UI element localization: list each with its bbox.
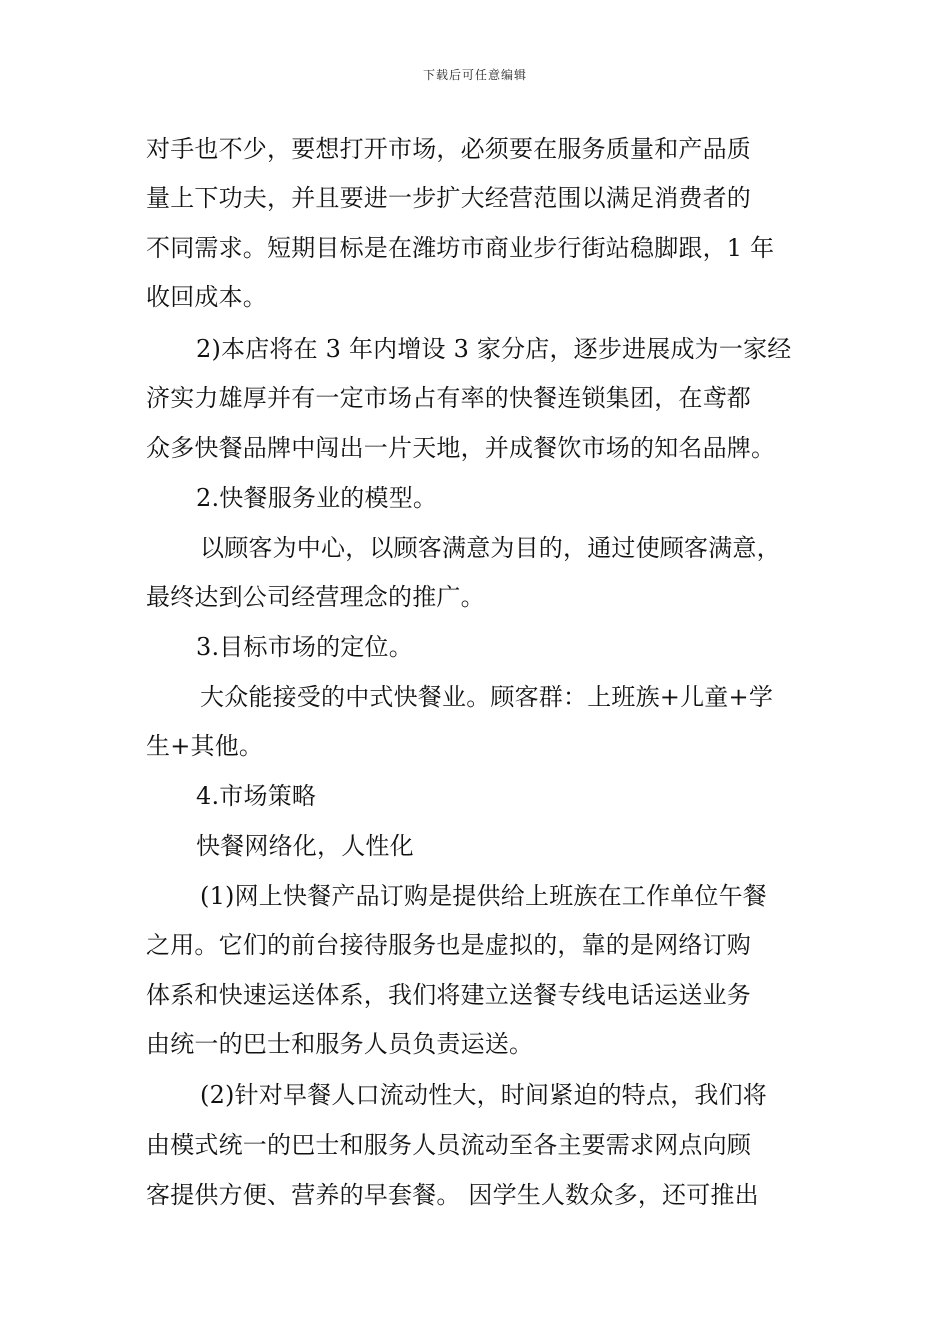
text-line: (2)针对早餐人口流动性大，时间紧迫的特点，我们将 xyxy=(200,1081,767,1109)
text-line: 由模式统一的巴士和服务人员流动至各主要需求网点向顾 xyxy=(146,1131,751,1159)
text-line: 济实力雄厚并有一定市场占有率的快餐连锁集团，在鸢都 xyxy=(146,384,751,412)
section-heading: 2.快餐服务业的模型。 xyxy=(196,484,438,512)
text-line: 之用。它们的前台接待服务也是虚拟的，靠的是网络订购 xyxy=(146,931,751,959)
section-heading: 4.市场策略 xyxy=(196,782,317,810)
header-note: 下载后可任意编辑 xyxy=(422,68,527,82)
text-line: 不同需求。短期目标是在潍坊市商业步行街站稳脚跟，1 年 xyxy=(146,234,775,262)
text-line: (1)网上快餐产品订购是提供给上班族在工作单位午餐 xyxy=(200,882,767,910)
text-line: 快餐网络化，人性化 xyxy=(196,832,414,860)
section-heading: 3.目标市场的定位。 xyxy=(196,633,413,661)
text-line: 众多快餐品牌中闯出一片天地，并成餐饮市场的知名品牌。 xyxy=(146,434,776,462)
text-line: 体系和快速运送体系，我们将建立送餐专线电话运送业务 xyxy=(146,981,751,1009)
text-line: 收回成本。 xyxy=(146,283,267,311)
text-line: 生+其他。 xyxy=(146,732,264,760)
text-line: 最终达到公司经营理念的推广。 xyxy=(146,583,485,611)
text-line: 大众能接受的中式快餐业。顾客群：上班族+儿童+学 xyxy=(200,683,774,711)
text-line: 量上下功夫，并且要进一步扩大经营范围以满足消费者的 xyxy=(146,184,751,212)
text-line: 以顾客为中心，以顾客满意为目的，通过使顾客满意， xyxy=(200,534,781,562)
text-line: 客提供方便、营养的早套餐。 因学生人数众多，还可推出 xyxy=(146,1181,759,1209)
text-line: 对手也不少，要想打开市场，必须要在服务质量和产品质 xyxy=(146,135,751,163)
text-line: 2)本店将在 3 年内增设 3 家分店，逐步进展成为一家经 xyxy=(196,335,792,363)
text-line: 由统一的巴士和服务人员负责运送。 xyxy=(146,1030,534,1058)
